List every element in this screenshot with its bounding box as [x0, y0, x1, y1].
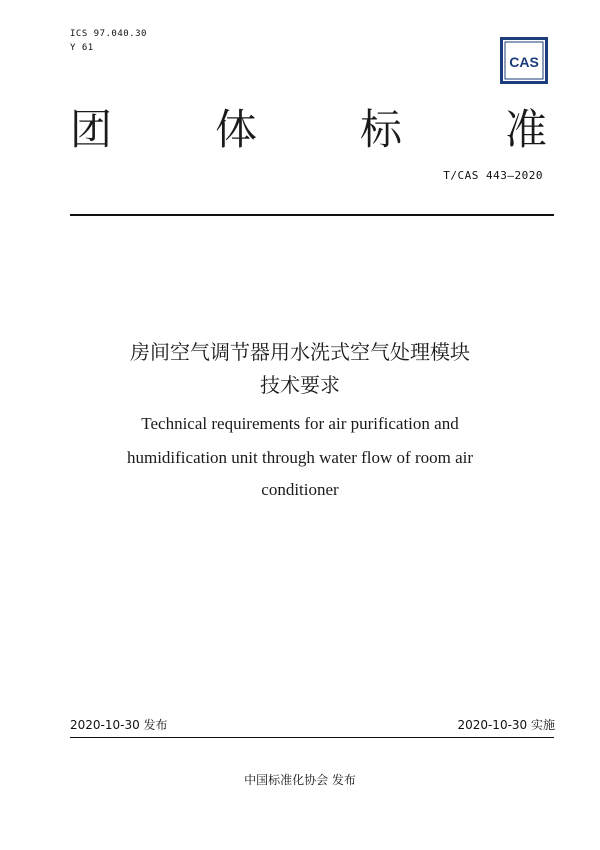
- ccs-code: Y 61: [70, 43, 94, 53]
- implementation-date: 2020-10-30 实施: [457, 718, 555, 732]
- doc-type-char-4: 准: [505, 105, 548, 154]
- title-en-line-3: conditioner: [261, 480, 339, 499]
- document-type: [60, 103, 560, 157]
- title-cn-line-2: 技术要求: [260, 373, 340, 397]
- title-en-line-2: humidification unit through water flow of room air: [126, 448, 474, 467]
- title-en-line-1: Technical requirements for air purification and: [141, 414, 459, 433]
- doc-type-char-2: 体: [215, 105, 258, 154]
- issuer: 中国标准化协会 发布: [244, 773, 356, 787]
- doc-type-char-1: 团: [70, 105, 113, 154]
- standard-number: T/CAS 443—2020: [443, 169, 543, 182]
- title-cn-line-1: 房间空气调节器用水洗式空气处理模块: [130, 340, 470, 364]
- doc-type-char-3: 标: [360, 105, 403, 154]
- header-divider: [70, 214, 554, 216]
- ics-code: ICS 97.040.30: [70, 29, 147, 39]
- cas-logo-text: CAS: [509, 54, 539, 70]
- cas-logo: [500, 37, 548, 84]
- publish-date: 2020-10-30 发布: [70, 718, 168, 732]
- footer-divider: [70, 737, 554, 738]
